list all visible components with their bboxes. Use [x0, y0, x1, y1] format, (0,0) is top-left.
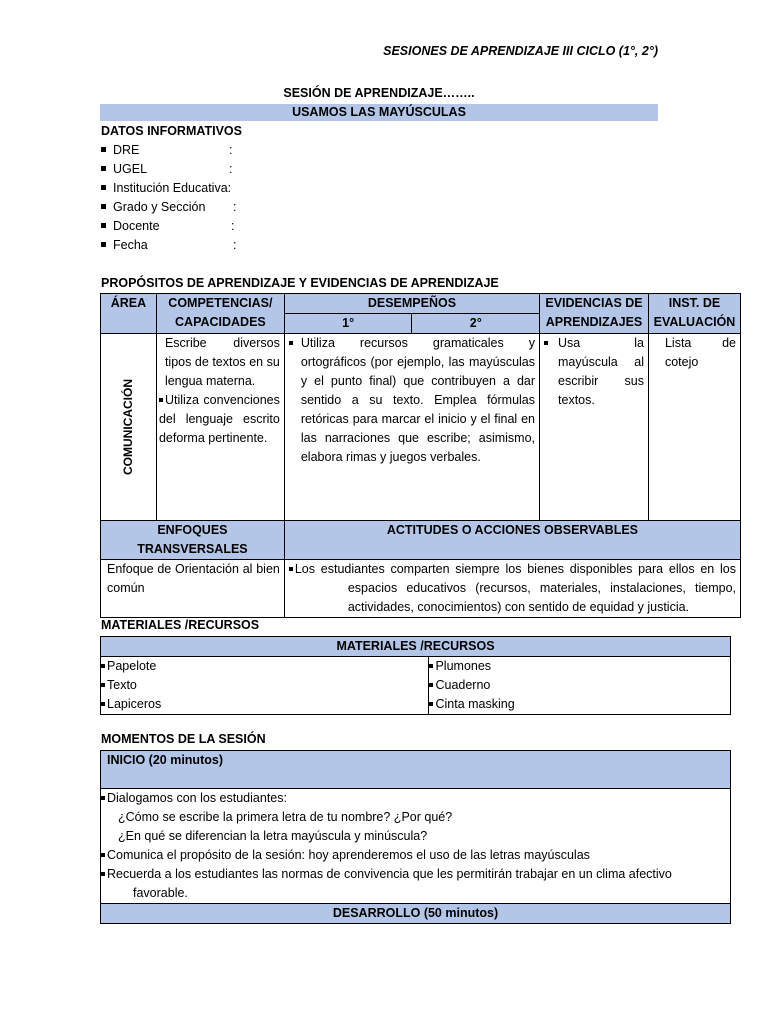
actitud-cell	[284, 560, 740, 618]
enfoque-cell	[101, 560, 285, 618]
bullet-icon	[429, 683, 433, 687]
materiales-table-header: MATERIALES /RECURSOS	[101, 637, 731, 657]
capacidad-item: Utiliza convenciones del lenguaje escrito deforma pertinente.	[158, 393, 280, 445]
col-desempenos-header: DESEMPEÑOS	[284, 294, 539, 314]
inicio-question: ¿En qué se diferencian la letra mayúscula y minúscula?	[118, 829, 428, 843]
momentos-table	[100, 750, 731, 924]
bullet-icon	[101, 166, 106, 171]
material-item: Cuaderno	[429, 676, 726, 695]
bullet-icon	[101, 242, 106, 247]
instrumento-cell	[648, 334, 740, 521]
col-grado-2-header: 2°	[412, 314, 540, 334]
material-item: Plumones	[429, 657, 726, 676]
bullet-icon	[101, 204, 106, 209]
bullet-icon	[429, 664, 433, 668]
col-area-header: ÁREA	[101, 294, 157, 334]
datos-item-dre: DRE :	[101, 143, 231, 162]
desarrollo-header: DESARROLLO (50 minutos)	[101, 904, 731, 924]
bullet-icon	[101, 147, 106, 152]
col-grado-1-header: 1°	[284, 314, 412, 334]
bullet-icon	[101, 223, 106, 228]
desempeno-text: Utiliza recursos gramaticales y ortográficos (por ejemplo, las mayúsculas y el punto final) que contribuyen a dar sentido a su texto. Emplea fórmulas retóricas para marcar el inicio y el final en las narraciones que escribe; asimismo, elabora rimas y juegos verbales.	[300, 336, 536, 464]
bullet-icon	[289, 567, 293, 571]
inicio-line: Dialogamos con los estudiantes:	[101, 789, 726, 808]
material-item: Papelote	[101, 657, 424, 676]
datos-item-grado: Grado y Sección :	[101, 200, 231, 219]
competencias-cell	[156, 334, 284, 521]
bullet-icon	[101, 683, 105, 687]
enfoques-header: ENFOQUES TRANSVERSALES	[101, 521, 285, 560]
datos-item-docente: Docente :	[101, 219, 231, 238]
col-competencias-header: COMPETENCIAS/ CAPACIDADES	[156, 294, 284, 334]
actitudes-header: ACTITUDES O ACCIONES OBSERVABLES	[284, 521, 740, 560]
bullet-icon	[159, 398, 163, 402]
datos-item-institucion: Institución Educativa:	[101, 181, 231, 200]
session-title: SESIÓN DE APRENDIZAJE……..	[283, 86, 475, 100]
bullet-icon	[101, 872, 105, 876]
bullet-icon	[101, 664, 105, 668]
bullet-icon	[101, 185, 106, 190]
inicio-header: INICIO (20 minutos)	[101, 751, 731, 789]
inicio-line: Comunica el propósito de la sesión: hoy aprenderemos el uso de las letras mayúsculas	[101, 846, 726, 865]
bullet-icon	[101, 853, 105, 857]
momentos-heading: MOMENTOS DE LA SESIÓN	[101, 732, 266, 746]
inicio-line-cont: favorable.	[133, 886, 188, 900]
inicio-question: ¿Cómo se escribe la primera letra de tu nombre? ¿Por qué?	[118, 810, 453, 824]
propositos-heading: PROPÓSITOS DE APRENDIZAJE Y EVIDENCIAS DE APRENDIZAJE	[101, 276, 499, 290]
document-header: SESIONES DE APRENDIZAJE III CICLO (1°, 2°)	[383, 44, 658, 58]
datos-item-ugel: UGEL :	[101, 162, 231, 181]
col-evidencias-header: EVIDENCIAS DE APRENDIZAJES	[540, 294, 649, 334]
datos-item-fecha: Fecha :	[101, 238, 231, 257]
materiales-table	[100, 636, 731, 715]
desempeno-cell	[284, 334, 539, 521]
bullet-icon	[289, 341, 293, 345]
area-cell	[101, 334, 157, 521]
materiales-heading: MATERIALES /RECURSOS	[101, 618, 260, 632]
evidencia-cell	[540, 334, 649, 521]
material-item: Texto	[101, 676, 424, 695]
bullet-icon	[101, 702, 105, 706]
area-label: COMUNICACIÓN	[121, 379, 136, 475]
actitud-text: Los estudiantes comparten siempre los bienes disponibles para ellos en los espacios educativos (recursos, materiales, instalaciones, tiempo, actividades, conocimientos) con sentido de equidad y justicia.	[294, 562, 736, 614]
datos-list	[101, 143, 237, 257]
instrumento-text: Lista de cotejo	[664, 336, 736, 369]
inicio-content	[101, 789, 731, 904]
bullet-icon	[544, 341, 548, 345]
materiales-right-cell	[429, 657, 731, 715]
bullet-icon	[429, 702, 433, 706]
inicio-line: Recuerda a los estudiantes las normas de convivencia que les permitirán trabajar en un clima afectivo	[101, 865, 726, 884]
material-item: Lapiceros	[101, 695, 424, 714]
session-name-band: USAMOS LAS MAYÚSCULAS	[100, 104, 658, 121]
materiales-left-cell	[101, 657, 429, 715]
propositos-table	[100, 293, 741, 618]
competencia-text: Escribe diversos tipos de textos en su lengua materna.	[164, 336, 280, 388]
bullet-icon	[101, 796, 105, 800]
enfoque-text: Enfoque de Orientación al bien común	[107, 562, 280, 595]
evidencia-text: Usa la mayúscula al escribir sus textos.	[558, 336, 644, 407]
datos-heading: DATOS INFORMATIVOS	[101, 124, 242, 138]
material-item: Cinta masking	[429, 695, 726, 714]
col-instrumento-header: INST. DE EVALUACIÓN	[648, 294, 740, 334]
